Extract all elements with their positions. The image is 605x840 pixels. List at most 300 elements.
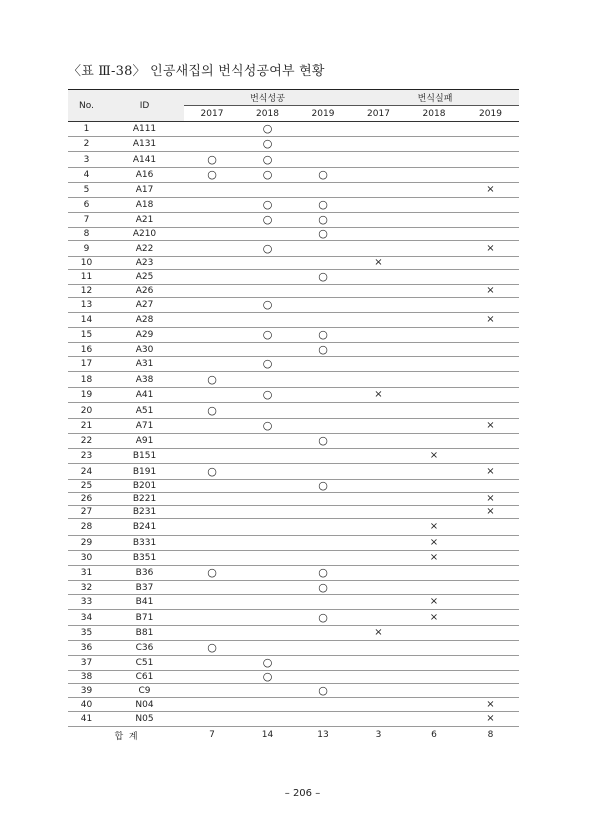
success-mark-cell bbox=[240, 419, 295, 434]
failure-mark-cell bbox=[351, 595, 406, 610]
failure-cross-mark: × bbox=[429, 450, 439, 461]
success-mark-cell bbox=[240, 641, 295, 656]
row-number: 14 bbox=[68, 313, 105, 328]
nest-box-id: A29 bbox=[105, 328, 184, 343]
success-circle-mark: ○ bbox=[318, 479, 328, 492]
failure-mark-cell bbox=[351, 198, 406, 213]
failure-mark-cell bbox=[406, 122, 462, 137]
failure-mark-cell bbox=[351, 536, 406, 551]
failure-mark-cell bbox=[406, 137, 462, 152]
success-circle-mark: ○ bbox=[318, 610, 328, 624]
success-mark-cell bbox=[295, 183, 351, 198]
table-row bbox=[68, 357, 519, 372]
header-breeding-success: 번식성공 bbox=[184, 90, 351, 106]
success-mark-cell bbox=[295, 551, 351, 566]
success-mark-cell bbox=[240, 480, 295, 493]
failure-mark-cell bbox=[406, 464, 462, 480]
row-number: 29 bbox=[68, 536, 105, 551]
success-mark-cell bbox=[184, 671, 240, 684]
row-number: 37 bbox=[68, 656, 105, 671]
success-mark-cell bbox=[240, 372, 295, 388]
success-mark-cell bbox=[240, 403, 295, 419]
success-mark-cell bbox=[295, 434, 351, 449]
success-mark-cell bbox=[184, 536, 240, 551]
success-mark-cell bbox=[295, 610, 351, 626]
failure-mark-cell bbox=[351, 285, 406, 298]
failure-mark-cell bbox=[462, 313, 519, 328]
failure-mark-cell bbox=[406, 419, 462, 434]
failure-cross-mark: × bbox=[374, 627, 383, 638]
failure-mark-cell bbox=[351, 610, 406, 626]
failure-mark-cell bbox=[351, 388, 406, 403]
failure-mark-cell bbox=[351, 298, 406, 313]
failure-mark-cell bbox=[406, 519, 462, 536]
nest-box-id: A30 bbox=[105, 343, 184, 357]
success-mark-cell bbox=[240, 551, 295, 566]
success-circle-mark: ○ bbox=[207, 372, 217, 386]
failure-cross-mark: × bbox=[486, 242, 495, 254]
nest-box-id: B201 bbox=[105, 480, 184, 493]
failure-mark-cell bbox=[462, 684, 519, 698]
row-number: 36 bbox=[68, 641, 105, 656]
nest-box-id: A27 bbox=[105, 298, 184, 313]
success-circle-mark: ○ bbox=[262, 328, 273, 341]
table-row bbox=[68, 641, 519, 656]
failure-mark-cell bbox=[406, 313, 462, 328]
success-mark-cell bbox=[295, 671, 351, 684]
failure-mark-cell bbox=[406, 270, 462, 285]
success-mark-cell bbox=[295, 137, 351, 152]
success-mark-cell bbox=[240, 656, 295, 671]
failure-mark-cell bbox=[462, 357, 519, 372]
success-circle-mark: ○ bbox=[262, 357, 273, 370]
success-mark-cell bbox=[184, 137, 240, 152]
success-circle-mark: ○ bbox=[318, 683, 328, 697]
table-row bbox=[68, 506, 519, 519]
success-mark-cell bbox=[295, 298, 351, 313]
table-row bbox=[68, 566, 519, 581]
success-mark-cell bbox=[184, 610, 240, 626]
nest-box-id: B81 bbox=[105, 626, 184, 641]
failure-mark-cell bbox=[406, 610, 462, 626]
failure-mark-cell bbox=[406, 656, 462, 671]
row-number: 7 bbox=[68, 213, 105, 228]
table-body bbox=[68, 122, 519, 727]
failure-mark-cell bbox=[406, 285, 462, 298]
table-row bbox=[68, 183, 519, 198]
failure-mark-cell bbox=[406, 213, 462, 228]
success-circle-mark: ○ bbox=[318, 270, 328, 283]
success-circle-mark: ○ bbox=[318, 168, 328, 181]
success-mark-cell bbox=[295, 449, 351, 464]
failure-mark-cell bbox=[351, 343, 406, 357]
failure-mark-cell bbox=[406, 228, 462, 241]
success-mark-cell bbox=[184, 551, 240, 566]
failure-cross-mark: × bbox=[486, 698, 495, 710]
row-number: 11 bbox=[68, 270, 105, 285]
table-row bbox=[68, 137, 519, 152]
failure-mark-cell bbox=[462, 551, 519, 566]
failure-mark-cell bbox=[462, 595, 519, 610]
row-number: 21 bbox=[68, 419, 105, 434]
success-circle-mark: ○ bbox=[262, 388, 273, 401]
failure-mark-cell bbox=[406, 551, 462, 566]
header-year: 2018 bbox=[406, 106, 462, 122]
failure-mark-cell bbox=[406, 328, 462, 343]
success-mark-cell bbox=[184, 343, 240, 357]
failure-mark-cell bbox=[351, 313, 406, 328]
success-mark-cell bbox=[240, 698, 295, 712]
table-row bbox=[68, 551, 519, 566]
failure-mark-cell bbox=[351, 152, 406, 168]
row-number: 33 bbox=[68, 595, 105, 610]
table-row bbox=[68, 388, 519, 403]
row-number: 30 bbox=[68, 551, 105, 566]
table-row bbox=[68, 712, 519, 727]
success-mark-cell bbox=[295, 313, 351, 328]
success-mark-cell bbox=[240, 610, 295, 626]
success-mark-cell bbox=[240, 566, 295, 581]
row-number: 31 bbox=[68, 566, 105, 581]
success-mark-cell bbox=[295, 595, 351, 610]
table-row bbox=[68, 626, 519, 641]
nest-box-id: A131 bbox=[105, 137, 184, 152]
failure-mark-cell bbox=[351, 684, 406, 698]
row-number: 15 bbox=[68, 328, 105, 343]
success-circle-mark: ○ bbox=[262, 241, 273, 255]
nest-box-id: A41 bbox=[105, 388, 184, 403]
table-row bbox=[68, 228, 519, 241]
failure-mark-cell bbox=[351, 168, 406, 183]
success-mark-cell bbox=[295, 684, 351, 698]
success-mark-cell bbox=[240, 626, 295, 641]
failure-mark-cell bbox=[462, 480, 519, 493]
table-row bbox=[68, 285, 519, 298]
failure-mark-cell bbox=[406, 506, 462, 519]
success-mark-cell bbox=[295, 328, 351, 343]
success-mark-cell bbox=[240, 388, 295, 403]
success-mark-cell bbox=[184, 493, 240, 506]
failure-mark-cell bbox=[462, 493, 519, 506]
success-mark-cell bbox=[184, 506, 240, 519]
row-number: 35 bbox=[68, 626, 105, 641]
table-row bbox=[68, 198, 519, 213]
nest-box-id: B351 bbox=[105, 551, 184, 566]
failure-mark-cell bbox=[351, 464, 406, 480]
failure-mark-cell bbox=[406, 357, 462, 372]
row-number: 20 bbox=[68, 403, 105, 419]
table-row bbox=[68, 328, 519, 343]
row-number: 39 bbox=[68, 684, 105, 698]
failure-mark-cell bbox=[351, 328, 406, 343]
success-mark-cell bbox=[240, 434, 295, 449]
nest-box-id: B231 bbox=[105, 506, 184, 519]
success-mark-cell bbox=[240, 357, 295, 372]
failure-cross-mark: × bbox=[486, 713, 495, 724]
failure-mark-cell bbox=[462, 152, 519, 168]
nest-box-id: A31 bbox=[105, 357, 184, 372]
nest-box-id: A22 bbox=[105, 241, 184, 257]
success-circle-mark: ○ bbox=[318, 227, 328, 240]
success-circle-mark: ○ bbox=[262, 213, 273, 226]
nest-box-id: A71 bbox=[105, 419, 184, 434]
failure-cross-mark: × bbox=[374, 389, 383, 400]
row-number: 16 bbox=[68, 343, 105, 357]
total-value: 8 bbox=[487, 730, 494, 741]
total-row bbox=[68, 727, 519, 744]
success-mark-cell bbox=[295, 168, 351, 183]
header-year: 2017 bbox=[184, 106, 240, 122]
row-number: 23 bbox=[68, 449, 105, 464]
nest-box-id: B36 bbox=[105, 566, 184, 581]
total-value: 6 bbox=[431, 730, 437, 741]
table-row bbox=[68, 684, 519, 698]
success-mark-cell bbox=[295, 285, 351, 298]
failure-mark-cell bbox=[406, 298, 462, 313]
success-mark-cell bbox=[240, 506, 295, 519]
header-year: 2019 bbox=[295, 106, 351, 122]
success-mark-cell bbox=[295, 480, 351, 493]
success-mark-cell bbox=[184, 313, 240, 328]
failure-mark-cell bbox=[351, 403, 406, 419]
success-mark-cell bbox=[240, 313, 295, 328]
failure-mark-cell bbox=[462, 168, 519, 183]
table-row bbox=[68, 122, 519, 137]
success-mark-cell bbox=[240, 464, 295, 480]
failure-mark-cell bbox=[406, 566, 462, 581]
success-mark-cell bbox=[295, 493, 351, 506]
failure-cross-mark: × bbox=[429, 521, 439, 532]
success-mark-cell bbox=[295, 213, 351, 228]
success-mark-cell bbox=[184, 298, 240, 313]
success-circle-mark: ○ bbox=[262, 122, 273, 135]
success-mark-cell bbox=[184, 519, 240, 536]
success-mark-cell bbox=[240, 122, 295, 137]
failure-mark-cell bbox=[351, 357, 406, 372]
success-circle-mark: ○ bbox=[262, 137, 273, 150]
failure-mark-cell bbox=[406, 626, 462, 641]
failure-mark-cell bbox=[462, 198, 519, 213]
failure-mark-cell bbox=[351, 493, 406, 506]
success-mark-cell bbox=[184, 434, 240, 449]
failure-mark-cell bbox=[406, 257, 462, 270]
nest-box-id: A51 bbox=[105, 403, 184, 419]
success-mark-cell bbox=[295, 357, 351, 372]
failure-mark-cell bbox=[351, 228, 406, 241]
row-number: 38 bbox=[68, 671, 105, 684]
table-row bbox=[68, 656, 519, 671]
success-mark-cell bbox=[240, 449, 295, 464]
row-number: 12 bbox=[68, 285, 105, 298]
success-mark-cell bbox=[240, 684, 295, 698]
row-number: 25 bbox=[68, 480, 105, 493]
nest-box-id: A210 bbox=[105, 228, 184, 241]
nest-box-id: B221 bbox=[105, 493, 184, 506]
nest-box-id: B241 bbox=[105, 519, 184, 536]
nest-box-id: C9 bbox=[105, 684, 184, 698]
header-no: No. bbox=[68, 90, 105, 122]
failure-mark-cell bbox=[406, 152, 462, 168]
nest-box-id: C51 bbox=[105, 656, 184, 671]
table-row bbox=[68, 595, 519, 610]
nest-box-id: C36 bbox=[105, 641, 184, 656]
success-mark-cell bbox=[240, 168, 295, 183]
success-mark-cell bbox=[240, 213, 295, 228]
failure-mark-cell bbox=[351, 581, 406, 595]
table-row bbox=[68, 372, 519, 388]
table-row bbox=[68, 403, 519, 419]
failure-mark-cell bbox=[462, 328, 519, 343]
table-row bbox=[68, 152, 519, 168]
success-mark-cell bbox=[240, 536, 295, 551]
nest-box-id: A38 bbox=[105, 372, 184, 388]
success-mark-cell bbox=[184, 464, 240, 480]
row-number: 9 bbox=[68, 241, 105, 257]
row-number: 10 bbox=[68, 257, 105, 270]
failure-mark-cell bbox=[462, 506, 519, 519]
success-circle-mark: ○ bbox=[262, 152, 273, 166]
table-row bbox=[68, 610, 519, 626]
success-mark-cell bbox=[184, 595, 240, 610]
success-circle-mark: ○ bbox=[207, 168, 217, 181]
success-mark-cell bbox=[240, 712, 295, 727]
total-value: 3 bbox=[375, 730, 382, 741]
success-mark-cell bbox=[295, 343, 351, 357]
success-mark-cell bbox=[184, 357, 240, 372]
failure-mark-cell bbox=[351, 257, 406, 270]
failure-mark-cell bbox=[351, 641, 406, 656]
success-mark-cell bbox=[184, 419, 240, 434]
success-circle-mark: ○ bbox=[318, 342, 328, 356]
success-mark-cell bbox=[240, 228, 295, 241]
success-mark-cell bbox=[184, 228, 240, 241]
row-number: 27 bbox=[68, 506, 105, 519]
row-number: 28 bbox=[68, 519, 105, 536]
success-mark-cell bbox=[295, 712, 351, 727]
success-circle-mark: ○ bbox=[207, 464, 217, 478]
success-circle-mark: ○ bbox=[207, 152, 217, 166]
nest-box-id: B191 bbox=[105, 464, 184, 480]
nest-box-id: C61 bbox=[105, 671, 184, 684]
failure-cross-mark: × bbox=[486, 314, 495, 325]
failure-mark-cell bbox=[462, 285, 519, 298]
failure-mark-cell bbox=[406, 480, 462, 493]
success-mark-cell bbox=[184, 183, 240, 198]
success-mark-cell bbox=[295, 419, 351, 434]
success-mark-cell bbox=[184, 656, 240, 671]
failure-mark-cell bbox=[351, 656, 406, 671]
success-mark-cell bbox=[184, 198, 240, 213]
success-mark-cell bbox=[184, 480, 240, 493]
row-number: 6 bbox=[68, 198, 105, 213]
success-circle-mark: ○ bbox=[207, 566, 217, 579]
failure-cross-mark: × bbox=[429, 552, 439, 563]
table-row bbox=[68, 480, 519, 493]
failure-mark-cell bbox=[462, 641, 519, 656]
failure-cross-mark: × bbox=[486, 285, 495, 296]
row-number: 17 bbox=[68, 357, 105, 372]
success-mark-cell bbox=[184, 388, 240, 403]
failure-cross-mark: × bbox=[429, 611, 439, 623]
failure-mark-cell bbox=[351, 671, 406, 684]
failure-cross-mark: × bbox=[429, 537, 439, 548]
failure-mark-cell bbox=[406, 434, 462, 449]
failure-mark-cell bbox=[406, 183, 462, 198]
row-number: 2 bbox=[68, 137, 105, 152]
failure-mark-cell bbox=[351, 566, 406, 581]
failure-cross-mark: × bbox=[374, 257, 383, 268]
table-row bbox=[68, 464, 519, 480]
success-mark-cell bbox=[184, 372, 240, 388]
success-mark-cell bbox=[184, 213, 240, 228]
success-circle-mark: ○ bbox=[207, 403, 217, 417]
success-circle-mark: ○ bbox=[262, 656, 273, 669]
failure-mark-cell bbox=[351, 626, 406, 641]
failure-cross-mark: × bbox=[486, 506, 495, 517]
failure-mark-cell bbox=[462, 257, 519, 270]
nest-box-id: A16 bbox=[105, 168, 184, 183]
failure-mark-cell bbox=[406, 241, 462, 257]
success-mark-cell bbox=[295, 581, 351, 595]
row-number: 1 bbox=[68, 122, 105, 137]
nest-box-id: B71 bbox=[105, 610, 184, 626]
success-mark-cell bbox=[184, 168, 240, 183]
success-mark-cell bbox=[240, 183, 295, 198]
table-row bbox=[68, 257, 519, 270]
failure-mark-cell bbox=[351, 480, 406, 493]
failure-mark-cell bbox=[462, 519, 519, 536]
success-mark-cell bbox=[295, 506, 351, 519]
failure-mark-cell bbox=[462, 626, 519, 641]
failure-mark-cell bbox=[462, 434, 519, 449]
nest-box-id: A141 bbox=[105, 152, 184, 168]
header-year: 2018 bbox=[240, 106, 295, 122]
table-row bbox=[68, 270, 519, 285]
success-mark-cell bbox=[295, 519, 351, 536]
table-row bbox=[68, 671, 519, 684]
table-row bbox=[68, 298, 519, 313]
failure-mark-cell bbox=[351, 434, 406, 449]
table-row bbox=[68, 698, 519, 712]
page-number: – 206 – bbox=[284, 788, 321, 799]
header-breeding-failure: 번식실패 bbox=[351, 90, 519, 106]
table-row bbox=[68, 241, 519, 257]
row-number: 4 bbox=[68, 168, 105, 183]
row-number: 24 bbox=[68, 464, 105, 480]
success-mark-cell bbox=[184, 403, 240, 419]
total-value: 7 bbox=[209, 730, 215, 741]
row-number: 41 bbox=[68, 712, 105, 727]
failure-mark-cell bbox=[406, 449, 462, 464]
table-row bbox=[68, 449, 519, 464]
nest-box-id: A17 bbox=[105, 183, 184, 198]
nest-box-id: A28 bbox=[105, 313, 184, 328]
failure-mark-cell bbox=[406, 198, 462, 213]
failure-mark-cell bbox=[406, 388, 462, 403]
failure-mark-cell bbox=[462, 343, 519, 357]
success-mark-cell bbox=[295, 536, 351, 551]
failure-mark-cell bbox=[406, 595, 462, 610]
failure-mark-cell bbox=[462, 536, 519, 551]
success-mark-cell bbox=[240, 270, 295, 285]
nest-box-breeding-table bbox=[68, 89, 519, 744]
success-mark-cell bbox=[184, 152, 240, 168]
success-mark-cell bbox=[240, 298, 295, 313]
success-mark-cell bbox=[240, 137, 295, 152]
success-mark-cell bbox=[240, 581, 295, 595]
nest-box-id: A23 bbox=[105, 257, 184, 270]
success-mark-cell bbox=[295, 241, 351, 257]
